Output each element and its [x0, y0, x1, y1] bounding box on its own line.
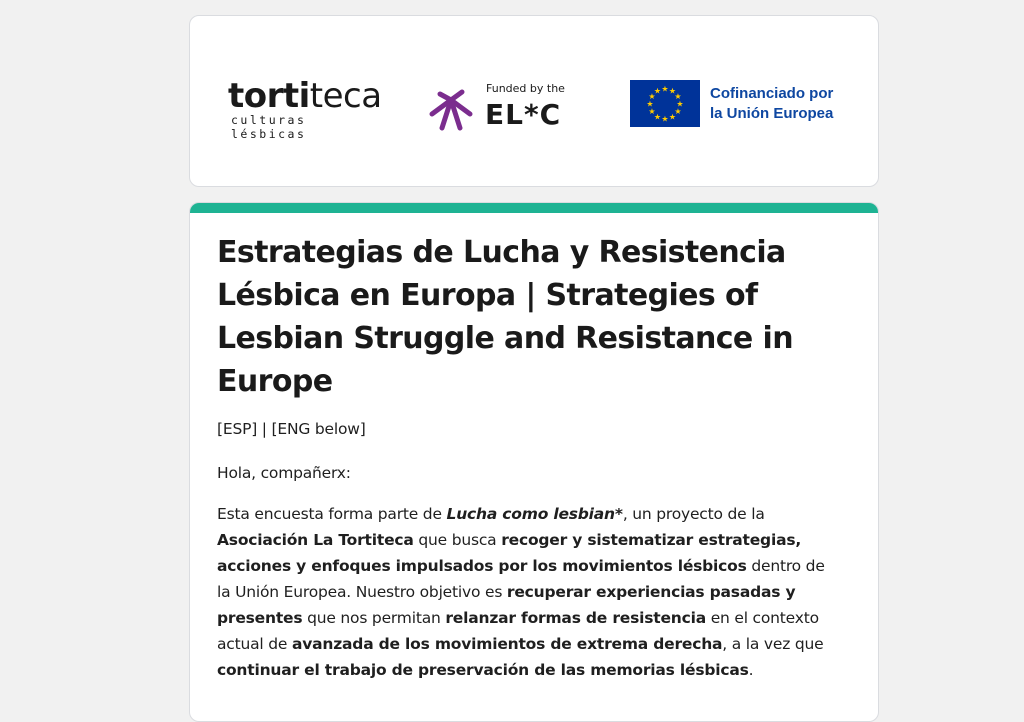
elc-asterisk-icon [426, 86, 476, 132]
desc-project-name: Lucha como lesbian* [446, 505, 623, 523]
eu-star-icon: ★ [653, 112, 662, 122]
eu-star-icon: ★ [648, 92, 656, 101]
language-note: [ESP] | [ENG below] [217, 420, 366, 438]
form-description [217, 501, 842, 683]
eu-text-line1: Cofinanciado por [710, 85, 834, 102]
desc-bold-recover: recuperar experiencias pasadas y presentes [217, 583, 796, 627]
desc-text-4: dentro de la Unión Europea. Nuestro objetivo es [217, 557, 825, 601]
desc-bold-far-right: avanzada de los movimientos de extrema derecha [291, 635, 723, 653]
desc-org-name: Asociación La Tortiteca [217, 531, 414, 549]
eu-star-icon: ★ [674, 92, 682, 101]
tortiteca-logo [228, 76, 382, 141]
desc-text-6: en el contexto actual de [217, 609, 819, 653]
desc-text-1: Esta encuesta forma parte de [217, 505, 447, 523]
desc-bold-relaunch: relanzar formas de resistencia [445, 609, 706, 627]
desc-text-3: que busca [413, 531, 502, 549]
desc-text-8: . [748, 661, 754, 679]
eu-star-icon: ★ [674, 107, 682, 116]
eu-star-icon: ★ [676, 99, 684, 109]
desc-text-5: que nos permitan [302, 609, 446, 627]
form-header-card [189, 15, 879, 187]
greeting: Hola, compañerx: [217, 464, 351, 482]
form-title: Estrategias de Lucha y Resistencia Lésbica en Europa | Strategies of Lesbian Struggle and Resistance in Europe [217, 235, 793, 399]
eu-star-icon: ★ [668, 112, 677, 122]
eu-cofunding-text [710, 84, 833, 124]
elc-logo [426, 82, 566, 134]
elc-brand-text: EL*C [485, 98, 562, 131]
desc-text-2: , un proyecto de la [622, 505, 765, 523]
tortiteca-logo-bold: torti [228, 76, 310, 116]
eu-star-icon: ★ [661, 114, 669, 124]
eu-star-icon: ★ [668, 86, 677, 96]
form-intro-card [189, 202, 879, 722]
eu-flag-icon [630, 80, 700, 127]
eu-star-icon: ★ [653, 86, 662, 96]
tortiteca-logo-light: teca [309, 76, 382, 116]
eu-cofunding-logo [630, 80, 860, 128]
desc-bold-memories: continuar el trabajo de preservación de las memorias lésbicas [217, 661, 749, 679]
desc-bold-aim: recoger y sistematizar estrategias, acciones y enfoques impulsados por los movimientos lésbicos [217, 531, 802, 575]
tortiteca-tagline: culturas lésbicas [231, 113, 307, 141]
eu-star-icon: ★ [661, 84, 669, 94]
eu-star-icon: ★ [648, 107, 656, 116]
eu-star-icon: ★ [646, 99, 654, 109]
desc-text-7: , a la vez que [722, 635, 824, 653]
accent-bar [190, 203, 878, 213]
elc-funded-text: Funded by the [486, 82, 565, 95]
eu-text-line2: la Unión Europea [710, 105, 834, 122]
